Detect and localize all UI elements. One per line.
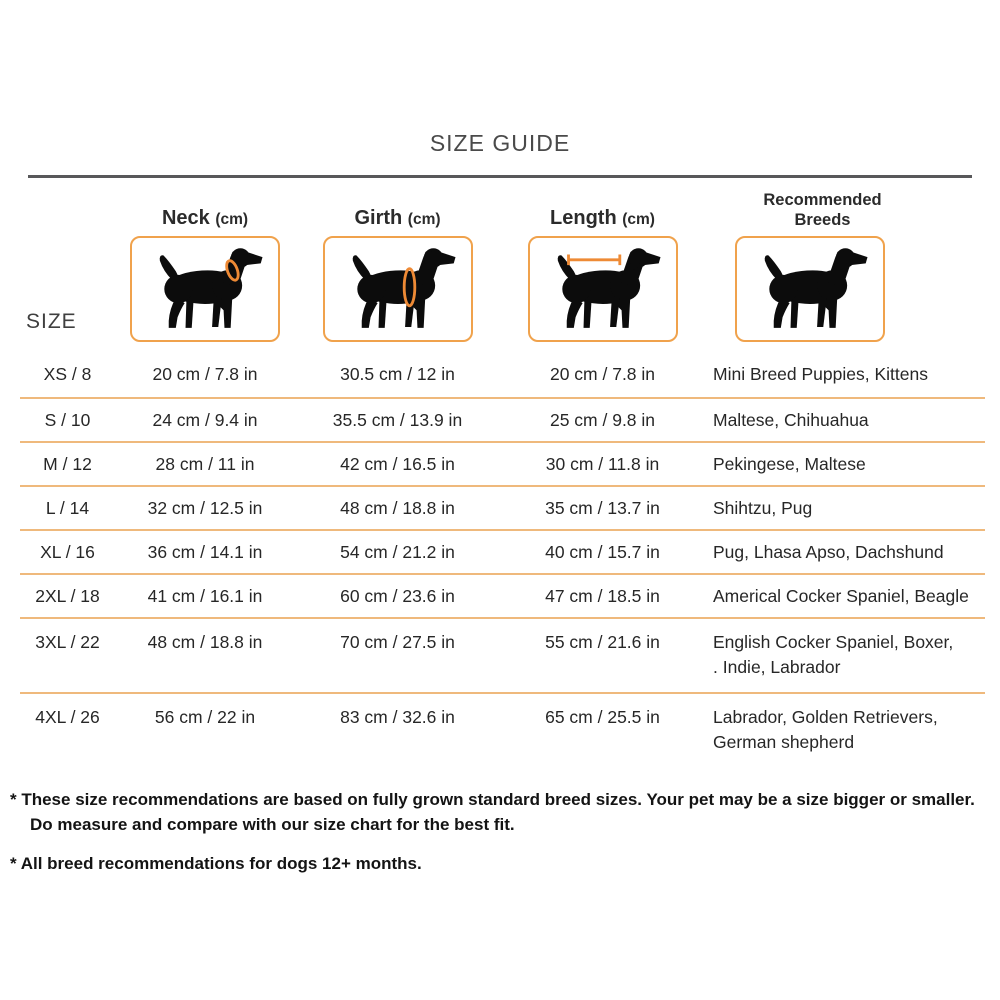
dog-girth-measure-icon [331,243,465,335]
breeds-value: Labrador, Golden Retrievers, German shepherd [713,707,938,752]
header-spacer [20,178,115,230]
girth-value: 48 cm / 18.8 in [295,487,500,531]
size-value: XL / 16 [20,531,115,575]
breeds-value: Mini Breed Puppies, Kittens [705,348,985,399]
neck-value: 41 cm / 16.1 in [115,575,295,619]
column-header-girth: Girth (cm) [354,207,441,229]
neck-value: 24 cm / 9.4 in [115,399,295,443]
neck-value: 36 cm / 14.1 in [115,531,295,575]
footnote-age: * All breed recommendations for dogs 12+ months. [10,854,422,873]
girth-value: 42 cm / 16.5 in [295,443,500,487]
column-header-neck: Neck (cm) [161,207,249,229]
neck-value: 48 cm / 18.8 in [115,619,295,694]
page-title: SIZE GUIDE [429,130,571,156]
unit-label: (cm) [215,211,249,228]
length-value: 25 cm / 9.8 in [500,399,705,443]
length-value: 65 cm / 25.5 in [545,707,660,727]
breeds-value: Pekingese, Maltese [705,443,985,487]
footnotes [10,787,985,876]
size-value: XS / 8 [20,348,115,399]
breeds-value: Americal Cocker Spaniel, Beagle [705,575,985,619]
neck-value: 32 cm / 12.5 in [115,487,295,531]
neck-value: 20 cm / 7.8 in [115,348,295,399]
length-value: 20 cm / 7.8 in [500,348,705,399]
footnote-sizes-line1: * These size recommendations are based on fully grown standard breed sizes. Your pet may be a size bigger or smaller. [10,790,975,809]
dog-length-measure-icon [536,243,670,335]
length-value: 30 cm / 11.8 in [500,443,705,487]
length-value: 47 cm / 18.5 in [500,575,705,619]
breeds-value: English Cocker Spaniel, Boxer, . Indie, Labrador [705,619,985,694]
size-value: 4XL / 26 [35,707,100,727]
unit-label: (cm) [407,211,441,228]
girth-value: 83 cm / 32.6 in [340,707,455,727]
unit-label: (cm) [622,211,655,228]
dog-neck-measure-icon [138,243,272,335]
dog-silhouette-icon [743,243,877,335]
size-value: M / 12 [20,443,115,487]
length-diagram-box [528,236,678,342]
size-value: L / 14 [20,487,115,531]
girth-value: 60 cm / 23.6 in [295,575,500,619]
column-header-recommended-breeds: Recommended Breeds [763,191,882,229]
girth-value: 30.5 cm / 12 in [295,348,500,399]
girth-diagram-box [323,236,473,342]
length-value: 35 cm / 13.7 in [500,487,705,531]
breeds-value: Maltese, Chihuahua [705,399,985,443]
neck-value: 28 cm / 11 in [115,443,295,487]
size-value: S / 10 [20,399,115,443]
size-value: 2XL / 18 [20,575,115,619]
breeds-value: Pug, Lhasa Apso, Dachshund [705,531,985,575]
neck-value: 56 cm / 22 in [154,707,256,727]
girth-value: 35.5 cm / 13.9 in [295,399,500,443]
breeds-diagram-box [735,236,885,342]
size-value: 3XL / 22 [20,619,115,694]
length-value: 40 cm / 15.7 in [500,531,705,575]
neck-diagram-box [130,236,280,342]
girth-value: 70 cm / 27.5 in [295,619,500,694]
length-value: 55 cm / 21.6 in [500,619,705,694]
footnote-sizes-line2: Do measure and compare with our size chart for the best fit. [30,815,515,834]
column-header-length: Length (cm) [550,207,655,229]
size-column-label: SIZE [26,310,77,333]
girth-value: 54 cm / 21.2 in [295,531,500,575]
breeds-value: Shihtzu, Pug [705,487,985,531]
size-guide-table [20,178,985,769]
